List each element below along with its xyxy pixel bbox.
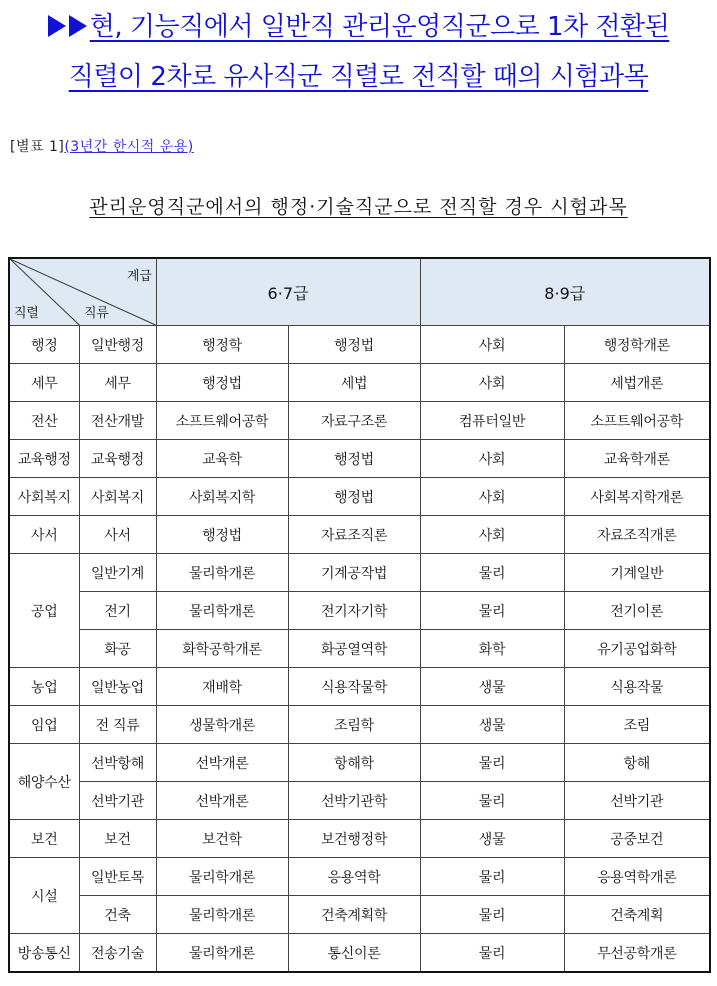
- kind-cell: 사회복지: [79, 478, 156, 516]
- table-header-row: [9, 258, 710, 326]
- series-cell: 보건: [9, 820, 79, 858]
- table-row: [9, 516, 710, 554]
- exam-subjects-table: [8, 257, 711, 973]
- subject-cell: 행정법: [288, 440, 420, 478]
- subject-cell: 교육학개론: [564, 440, 710, 478]
- kind-cell: 전 직류: [79, 706, 156, 744]
- subject-cell: 자료조직개론: [564, 516, 710, 554]
- series-cell: 세무: [9, 364, 79, 402]
- series-cell: 교육행정: [9, 440, 79, 478]
- subject-cell: 소프트웨어공학: [564, 402, 710, 440]
- kind-cell: 일반기계: [79, 554, 156, 592]
- subject-cell: 생물학개론: [156, 706, 288, 744]
- subject-cell: 물리학개론: [156, 858, 288, 896]
- subject-cell: 선박기관: [564, 782, 710, 820]
- headline-line-2: [0, 62, 717, 92]
- subject-cell: 사회: [420, 516, 564, 554]
- subject-cell: 자료조직론: [288, 516, 420, 554]
- table-row: [9, 668, 710, 706]
- table-row: [9, 896, 710, 934]
- table-row: [9, 630, 710, 668]
- table-row: [9, 478, 710, 516]
- series-cell: 임업: [9, 706, 79, 744]
- kind-cell: 세무: [79, 364, 156, 402]
- subject-cell: 전기이론: [564, 592, 710, 630]
- subject-cell: 전기자기학: [288, 592, 420, 630]
- table-title: [0, 192, 717, 219]
- table-row: [9, 858, 710, 896]
- subject-cell: 기계일반: [564, 554, 710, 592]
- kind-cell: 전산개발: [79, 402, 156, 440]
- table-title-text: 관리운영직군에서의 행정·기술직군으로 전직할 경우 시험과목: [89, 196, 628, 218]
- subject-cell: 생물: [420, 820, 564, 858]
- series-cell: 사서: [9, 516, 79, 554]
- subject-cell: 물리: [420, 934, 564, 973]
- table-row: [9, 706, 710, 744]
- subject-cell: 물리: [420, 744, 564, 782]
- subject-cell: 물리학개론: [156, 934, 288, 973]
- table-row: [9, 592, 710, 630]
- subject-cell: 보건학: [156, 820, 288, 858]
- kind-cell: 전기: [79, 592, 156, 630]
- table-row: [9, 364, 710, 402]
- subject-cell: 선박개론: [156, 782, 288, 820]
- subject-cell: 물리: [420, 782, 564, 820]
- series-cell: 전산: [9, 402, 79, 440]
- subject-cell: 화학공학개론: [156, 630, 288, 668]
- table-row: [9, 744, 710, 782]
- subject-cell: 사회복지학개론: [564, 478, 710, 516]
- kind-cell: 사서: [79, 516, 156, 554]
- headline-text-1: 현, 기능직에서 일반직 관리운영직군으로 1차 전환된: [89, 12, 670, 42]
- subject-cell: 유기공업화학: [564, 630, 710, 668]
- subject-cell: 생물: [420, 668, 564, 706]
- subject-cell: 화공열역학: [288, 630, 420, 668]
- subject-cell: 사회: [420, 478, 564, 516]
- subject-cell: 건축계획: [564, 896, 710, 934]
- subject-cell: 항해: [564, 744, 710, 782]
- annex-number: [별표 1]: [10, 139, 65, 155]
- subject-cell: 선박개론: [156, 744, 288, 782]
- kind-cell: 일반농업: [79, 668, 156, 706]
- subject-cell: 식용작물: [564, 668, 710, 706]
- subject-cell: 세법: [288, 364, 420, 402]
- table-row: [9, 326, 710, 364]
- subject-cell: 컴퓨터일반: [420, 402, 564, 440]
- subject-cell: 사회: [420, 364, 564, 402]
- subject-cell: 사회: [420, 326, 564, 364]
- kind-cell: 화공: [79, 630, 156, 668]
- subject-cell: 행정법: [288, 326, 420, 364]
- subject-cell: 공중보건: [564, 820, 710, 858]
- subject-cell: 물리학개론: [156, 592, 288, 630]
- header-kind-label: 직류: [84, 306, 109, 321]
- subject-cell: 행정학개론: [564, 326, 710, 364]
- subject-cell: 물리: [420, 858, 564, 896]
- subject-cell: 행정법: [156, 364, 288, 402]
- header-grade-label: 계급: [126, 269, 152, 284]
- table-row: [9, 782, 710, 820]
- headline-text-2: 직렬이 2차로 유사직군 직렬로 전직할 때의 시험과목: [68, 62, 649, 92]
- table-row: [9, 820, 710, 858]
- series-cell: 시설: [9, 858, 79, 934]
- series-cell: 방송통신: [9, 934, 79, 973]
- kind-cell: 보건: [79, 820, 156, 858]
- header-grade-67: 6·7급: [156, 258, 420, 326]
- kind-cell: 선박기관: [79, 782, 156, 820]
- kind-cell: 선박항해: [79, 744, 156, 782]
- subject-cell: 선박기관학: [288, 782, 420, 820]
- subject-cell: 자료구조론: [288, 402, 420, 440]
- annex-note-link[interactable]: (3년간 한시적 운용): [64, 139, 194, 155]
- series-cell: 해양수산: [9, 744, 79, 820]
- series-cell: 행정: [9, 326, 79, 364]
- subject-cell: 응용역학개론: [564, 858, 710, 896]
- subject-cell: 사회: [420, 440, 564, 478]
- subject-cell: 세법개론: [564, 364, 710, 402]
- header-series-label: 직렬: [14, 306, 39, 321]
- kind-cell: 건축: [79, 896, 156, 934]
- subject-cell: 통신이론: [288, 934, 420, 973]
- subject-cell: 물리: [420, 554, 564, 592]
- kind-cell: 일반행정: [79, 326, 156, 364]
- subject-cell: 조림학: [288, 706, 420, 744]
- diagonal-header-cell: [9, 258, 156, 326]
- table-row: [9, 402, 710, 440]
- table-row: [9, 440, 710, 478]
- subject-cell: 사회복지학: [156, 478, 288, 516]
- subject-cell: 행정학: [156, 326, 288, 364]
- subject-cell: 물리: [420, 592, 564, 630]
- subject-cell: 소프트웨어공학: [156, 402, 288, 440]
- subject-cell: 식용작물학: [288, 668, 420, 706]
- header-grade-89: 8·9급: [420, 258, 710, 326]
- table-row: [9, 554, 710, 592]
- subject-cell: 화학: [420, 630, 564, 668]
- subject-cell: 보건행정학: [288, 820, 420, 858]
- subject-cell: 행정법: [288, 478, 420, 516]
- subject-cell: 생물: [420, 706, 564, 744]
- kind-cell: 일반토목: [79, 858, 156, 896]
- subject-cell: 물리학개론: [156, 554, 288, 592]
- headline-line-1: [0, 12, 717, 42]
- subject-cell: 물리학개론: [156, 896, 288, 934]
- kind-cell: 전송기술: [79, 934, 156, 973]
- subject-cell: 행정법: [156, 516, 288, 554]
- series-cell: 공업: [9, 554, 79, 668]
- triangle-arrow-icon: [69, 15, 87, 37]
- kind-cell: 교육행정: [79, 440, 156, 478]
- annex-label: [10, 136, 194, 156]
- triangle-arrow-icon: [48, 15, 66, 37]
- subject-cell: 항해학: [288, 744, 420, 782]
- subject-cell: 응용역학: [288, 858, 420, 896]
- subject-cell: 무선공학개론: [564, 934, 710, 973]
- series-cell: 사회복지: [9, 478, 79, 516]
- subject-cell: 기계공작법: [288, 554, 420, 592]
- table-row: [9, 934, 710, 973]
- subject-cell: 건축계획학: [288, 896, 420, 934]
- subject-cell: 조림: [564, 706, 710, 744]
- subject-cell: 재배학: [156, 668, 288, 706]
- subject-cell: 물리: [420, 896, 564, 934]
- subject-cell: 교육학: [156, 440, 288, 478]
- series-cell: 농업: [9, 668, 79, 706]
